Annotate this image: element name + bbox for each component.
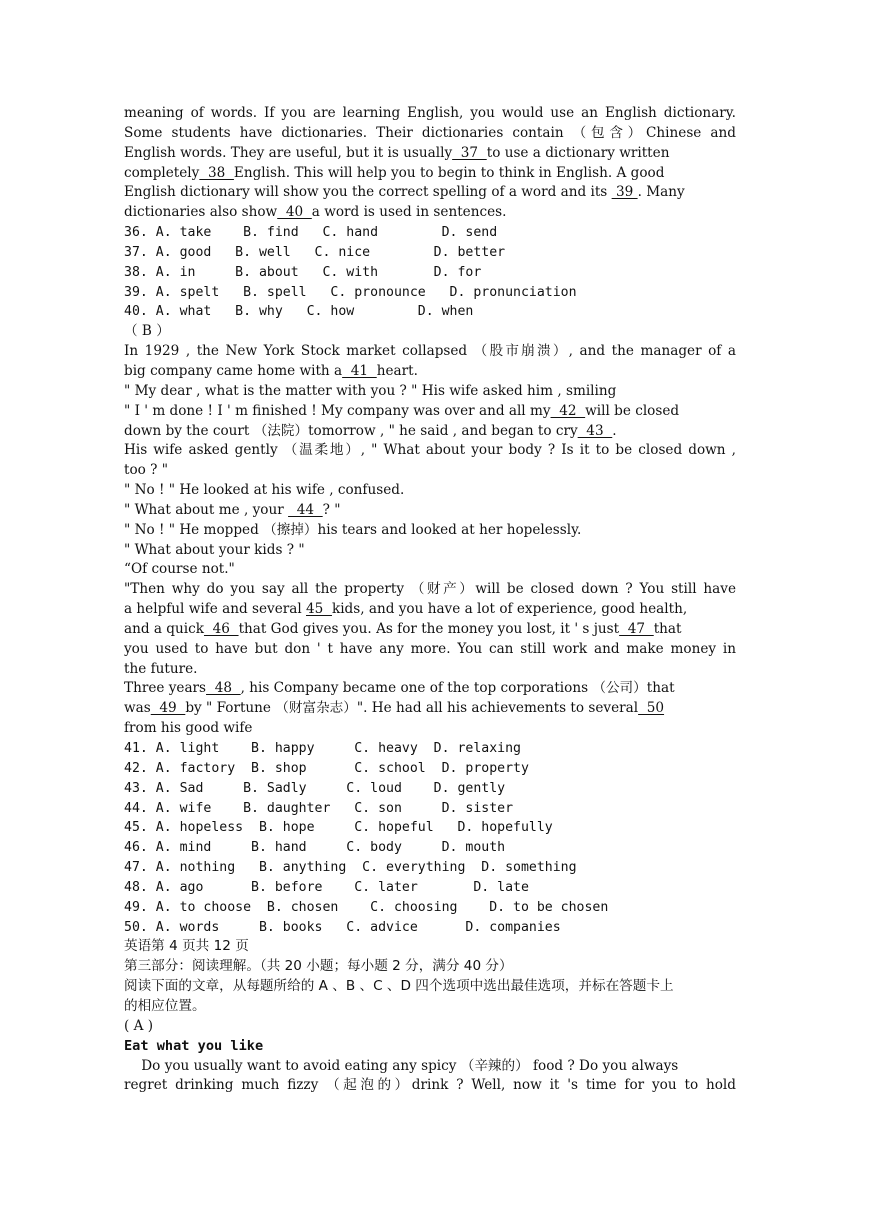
blank-44: 44 (288, 501, 323, 518)
blank-45: 45 (306, 601, 332, 618)
blank-48: 48 (206, 680, 241, 697)
blank-39: 39 (611, 184, 638, 201)
option-row-39: 39. A. spelt B. spell C. pronounce D. pronunciation (124, 284, 577, 300)
text-line: too ? " (124, 462, 169, 479)
option-row-36: 36. A. take B. find C. hand D. send (124, 225, 498, 241)
text-line: the future. (124, 660, 198, 677)
text-line: meaning of words. If you are learning English, you would use an English dictionary. (124, 105, 736, 121)
option-row-43: 43. A. Sad B. Sadly C. loud D. gently (124, 780, 506, 796)
text-line: completely 38 English. This will help you to begin to think in English. A good (124, 164, 665, 181)
text-line: His wife asked gently （温柔地）, " What about your body ? Is it to be closed down , (124, 442, 736, 459)
text-line: a helpful wife and several 45 kids, and you have a lot of experience, good health, (124, 601, 688, 618)
text-line: English words. They are useful, but it is usually 37 to use a dictionary written (124, 144, 670, 161)
blank-37: 37 (452, 144, 487, 161)
passage-b-label: （ B ） (124, 323, 170, 340)
option-row-47: 47. A. nothing B. anything C. everything D. something (124, 860, 577, 876)
option-row-38: 38. A. in B. about C. with D. for (124, 264, 482, 280)
blank-47: 47 (619, 620, 654, 637)
blank-46: 46 (203, 620, 239, 637)
option-row-41: 41. A. light B. happy C. heavy D. relaxing (124, 741, 521, 756)
option-row-46: 46. A. mind B. hand C. body D. mouth (124, 840, 506, 856)
text-line: you used to have but don ' t have any more. You can still work and make money in (124, 640, 736, 657)
article-heading: Eat what you like (124, 1037, 264, 1054)
blank-42: 42 (550, 402, 586, 419)
blank-40: 40 (277, 204, 312, 221)
option-row-48: 48. A. ago B. before C. later D. late (124, 879, 529, 895)
option-row-42: 42. A. factory B. shop C. school D. property (124, 760, 529, 776)
text-line: and a quick 46 that God gives you. As for the money you lost, it ' s just 47 that (124, 620, 682, 637)
text-line: dictionaries also show 40 a word is used in sentences. (124, 204, 507, 221)
option-row-37: 37. A. good B. well C. nice D. better (124, 244, 506, 260)
text-line: was 49 by " Fortune （财富杂志）". He had all his achievements to several 50 (124, 700, 665, 717)
text-line: " What about me , your 44 ? " (124, 501, 341, 518)
passage-label: ( A ) (124, 1017, 154, 1034)
section-title: 第三部分：阅读理解。（共 20 小题；每小题 2 分，满分 40 分） (124, 958, 513, 975)
page-content (124, 104, 736, 1096)
text-line: " What about your kids ? " (124, 541, 305, 558)
passage-a-tail (124, 104, 736, 223)
blank-49: 49 (150, 700, 186, 717)
blank-38: 38 (199, 164, 234, 181)
option-row-50: 50. A. words B. books C. advice D. companies (124, 919, 561, 935)
text-line: down by the court （法院）tomorrow , " he said , and began to cry 43 . (124, 422, 617, 439)
text-line: Do you usually want to avoid eating any spicy （辛辣的） food ? Do you always (124, 1057, 679, 1074)
text-line: “Of course not." (124, 561, 235, 578)
text-line: big company came home with a 41 heart. (124, 362, 418, 379)
text-line: Three years 48 , his Company became one of the top corporations （公司）that (124, 680, 675, 697)
options-36-40 (124, 223, 736, 322)
text-line: "Then why do you say all the property （财产）will be closed down ? You still have (124, 581, 736, 598)
text-line: " My dear , what is the matter with you ? " His wife asked him , smiling (124, 382, 617, 399)
text-line: " I ' m done ! I ' m finished ! My company was over and all my 42 will be closed (124, 402, 680, 419)
text-line: English dictionary will show you the correct spelling of a word and its 39 . Many (124, 184, 685, 201)
text-line: regret drinking much fizzy （起泡的）drink ? Well, now it 's time for you to hold (124, 1077, 736, 1094)
blank-43: 43 (577, 422, 613, 439)
text-line: " No ! " He looked at his wife , confused. (124, 482, 405, 499)
text-line: In 1929 , the New York Stock market collapsed （股市崩溃）, and the manager of a (124, 343, 736, 360)
option-row-49: 49. A. to choose B. chosen C. choosing D. to be chosen (124, 899, 609, 915)
section-instruction-cont: 的相应位置。 (124, 997, 206, 1014)
text-line: " No ! " He mopped （擦掉）his tears and looked at her hopelessly. (124, 521, 582, 538)
passage-b (124, 342, 736, 739)
blank-50: 50 (638, 700, 665, 717)
page-number-label: 英语第 4 页共 12 页 (124, 938, 249, 955)
blank-41: 41 (342, 362, 377, 379)
option-row-40: 40. A. what B. why C. how D. when (124, 304, 474, 320)
section-instruction: 阅读下面的文章，从每题所给的 A 、B 、C 、D 四个选项中选出最佳选项，并标在答题卡上 (124, 978, 674, 995)
options-41-50 (124, 739, 736, 937)
text-line: from his good wife (124, 720, 253, 737)
option-row-44: 44. A. wife B. daughter C. son D. sister (124, 800, 514, 816)
text-line: Some students have dictionaries. Their dictionaries contain （包含）Chinese and (124, 124, 736, 141)
option-row-45: 45. A. hopeless B. hope C. hopeful D. hopefully (124, 820, 553, 836)
